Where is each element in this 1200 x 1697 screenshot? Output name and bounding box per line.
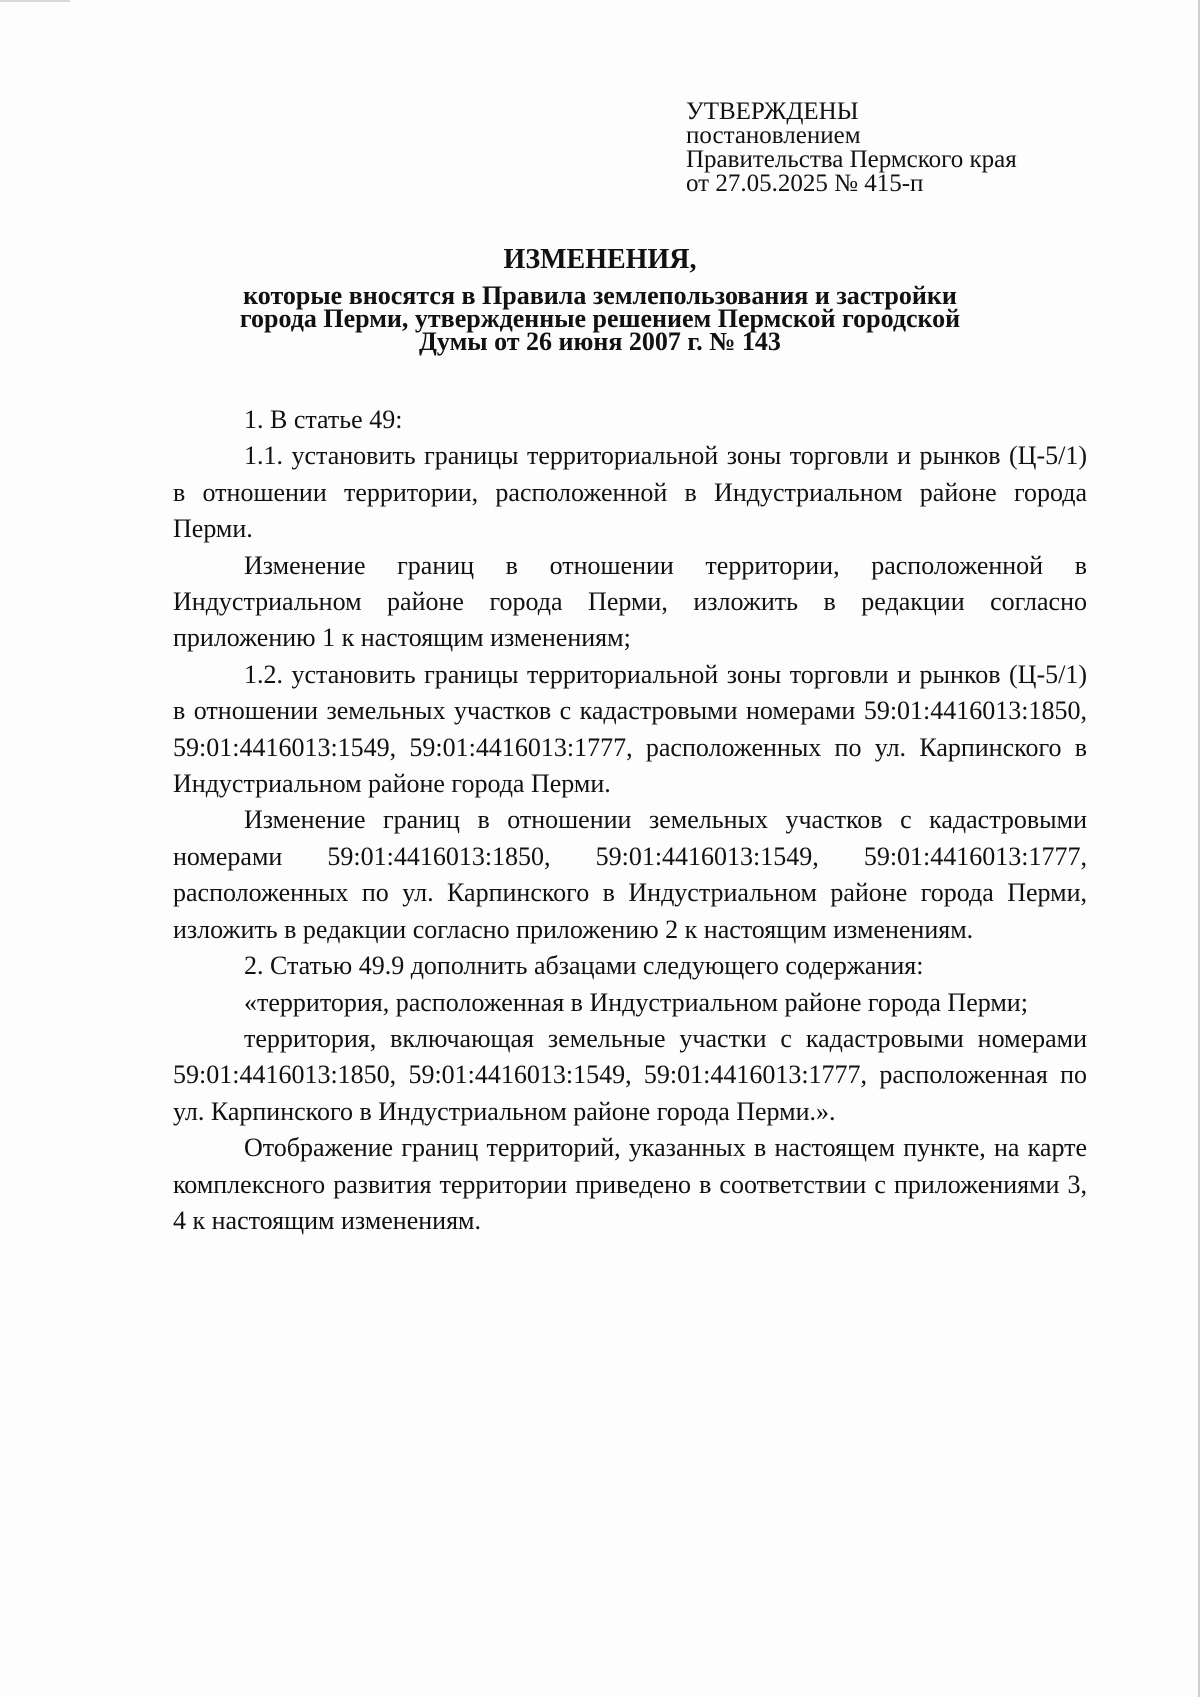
paragraph-1-2-change: Изменение границ в отношении земельных участков с кадастровыми номерами 59:01:4416013:1850, 59:01:4416013:1549, 59:01:4416013:1777, расположенных по ул. Карпинского в Индустриальном районе города Перми, изложить в редакции согласно приложению 2 к настоящим изменениям. (173, 805, 1087, 944)
paragraph-1-1: 1.1. установить границы территориальной зоны торговли и рынков (Ц-5/1) в отношении территории, расположенной в Индустриальном районе города Перми. (173, 441, 1087, 544)
document-title: ИЗМЕНЕНИЯ, (503, 244, 697, 275)
paragraph-1-1-change: Изменение границ в отношении территории, расположенной в Индустриальном районе города Перми, изложить в редакции согласно приложению 1 к настоящим изменениям; (173, 550, 1087, 653)
subtitle-line-1: которые вносятся в Правила землепользования и застройки (243, 281, 957, 310)
paragraph-1: 1. В статье 49: (244, 405, 403, 434)
paragraph-2-display: Отображение границ территорий, указанных в настоящем пункте, на карте комплексного развития территории приведено в соответствии с приложениями 3, 4 к настоящим изменениям. (173, 1133, 1087, 1235)
approval-block (686, 100, 1017, 196)
paragraph-2-territory-2: территория, включающая земельные участки с кадастровыми номерами 59:01:4416013:1850, 59:01:4416013:1549, 59:01:4416013:1777, расположенная по ул. Карпинского в Индустриальном районе города Перми.». (173, 1023, 1087, 1126)
approval-line-1: постановлением (686, 122, 861, 149)
document-subtitle (0, 281, 1200, 356)
subtitle-line-2: города Перми, утвержденные решением Пермской городской (239, 304, 961, 333)
approval-line-2: Правительства Пермского края (686, 146, 1017, 173)
approval-line-3: от 27.05.2025 № 415-п (686, 170, 924, 197)
approval-heading: УТВЕРЖДЕНЫ (686, 98, 859, 125)
scan-edge-top (0, 0, 70, 2)
paragraph-2: 2. Статью 49.9 дополнить абзацами следующего содержания: (244, 951, 924, 981)
paragraph-2-territory-1: «территория, расположенная в Индустриальном районе города Перми; (244, 987, 1028, 1017)
document-body (173, 402, 1087, 1239)
subtitle-line-3: Думы от 26 июня 2007 г. № 143 (419, 327, 781, 356)
paragraph-1-2: 1.2. установить границы территориальной зоны торговли и рынков (Ц-5/1) в отношении земельных участков с кадастровыми номерами 59:01:4416013:1850, 59:01:4416013:1549, 59:01:4416013:1777, расположенных по ул. Карпинского в Индустриальном районе города Перми. (173, 659, 1087, 799)
